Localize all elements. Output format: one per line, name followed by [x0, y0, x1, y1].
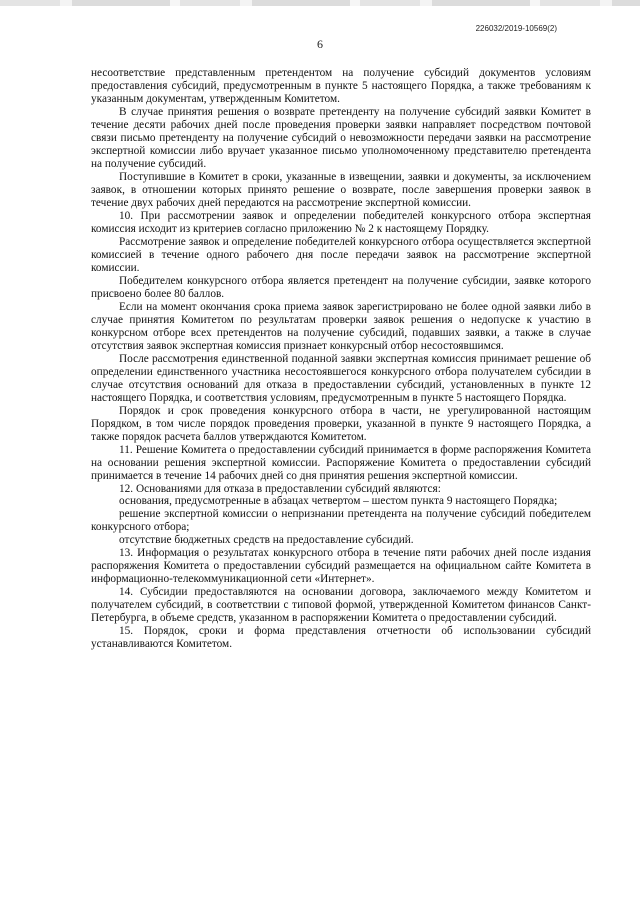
- paragraph: Если на момент окончания срока приема заявок зарегистрировано не более одной заявки либо в случае принятия Комитетом по результатам проверки заявок решения о недопуске к участию в конкурсном отборе всех претендентов на получение субсидий, подавших заявки, а также в случае отсутствия заявок экспертная комиссия признает конкурсный отбор несостоявшимся.: [91, 300, 591, 352]
- paragraph: 12. Основаниями для отказа в предоставлении субсидий являются:: [119, 482, 441, 495]
- paragraph: Порядок и срок проведения конкурсного отбора в части, не урегулированной настоящим Порядком, в том числе порядок проведения проверки, указанной в пункте 9 настоящего Порядка, а также порядок расчета баллов утверждаются Комитетом.: [91, 404, 591, 443]
- document-id: 226032/2019-10569(2): [475, 24, 557, 33]
- paragraph: Победителем конкурсного отбора является претендент на получение субсидии, заявке которого присвоено более 80 баллов.: [91, 274, 591, 300]
- paragraph: 15. Порядок, сроки и форма представления отчетности об использовании субсидий устанавливаются Комитетом.: [91, 625, 591, 651]
- paragraph: несоответствие представленным претендентом на получение субсидий документов условиям предоставления субсидий, предусмотренным в пункте 5 настоящего Порядка, а также требованиям к указанным документам, утвержденным Комитетом.: [91, 67, 591, 105]
- document-body: [91, 67, 591, 651]
- paragraph: 13. Информация о результатах конкурсного отбора в течение пяти рабочих дней после издания распоряжения Комитета о предоставлении субсидий размещается на официальном сайте Комитета в информационно-телекоммуникационной сети «Интернет».: [91, 547, 591, 586]
- paragraph: После рассмотрения единственной поданной заявки экспертная комиссия принимает решение об определении единственного участника несостоявшегося конкурсного отбора получателем субсидии в случае отсутствия оснований для отказа в предоставлении субсидий, установленных в пункте 12 настоящего Порядка, и соответствия условиям, предусмотренным в пункте 5 настоящего Порядка.: [91, 352, 591, 404]
- paragraph: 10. При рассмотрении заявок и определении победителей конкурсного отбора экспертная комиссия исходит из критериев согласно приложению № 2 к настоящему Порядку.: [91, 209, 591, 235]
- paragraph: 11. Решение Комитета о предоставлении субсидий принимается в форме распоряжения Комитета на основании решения экспертной комиссии. Распоряжение Комитета о предоставлении субсидий принимается в течение 14 рабочих дней со дня принятия решения экспертной комиссии.: [91, 443, 591, 482]
- page-number: 6: [317, 37, 323, 51]
- paragraph: решение экспертной комиссии о непризнании претендента на получение субсидий победителем конкурсного отбора;: [91, 508, 591, 534]
- paragraph: Поступившие в Комитет в сроки, указанные в извещении, заявки и документы, за исключением заявок, в отношении которых принято решение о возврате, после завершения проверки заявок в течение двух рабочих дней передаются на рассмотрение экспертной комиссии.: [91, 170, 591, 209]
- paragraph: Рассмотрение заявок и определение победителей конкурсного отбора осуществляется экспертной комиссией в течение одного рабочего дня после передачи заявок на рассмотрение экспертной комиссии.: [91, 235, 591, 274]
- scan-edge: [0, 0, 640, 6]
- paragraph: отсутствие бюджетных средств на предоставление субсидий.: [119, 534, 414, 547]
- paragraph: 14. Субсидии предоставляются на основании договора, заключаемого между Комитетом и получателем субсидий, в соответствии с типовой формой, утвержденной Комитетом финансов Санкт-Петербурга, в объеме средств, указанном в распоряжении Комитета о предоставлении субсидий.: [91, 586, 591, 625]
- paragraph: основания, предусмотренные в абзацах четвертом – шестом пункта 9 настоящего Порядка;: [119, 495, 558, 508]
- paragraph: В случае принятия решения о возврате претенденту на получение субсидий заявки Комитет в течение десяти рабочих дней после проведения проверки заявки направляет посредством почтовой связи письмо претенденту на получение субсидий о невозможности передачи заявки на рассмотрение экспертной комиссии либо вручает указанное письмо уполномоченному представителю претендента на получение субсидий.: [91, 105, 591, 170]
